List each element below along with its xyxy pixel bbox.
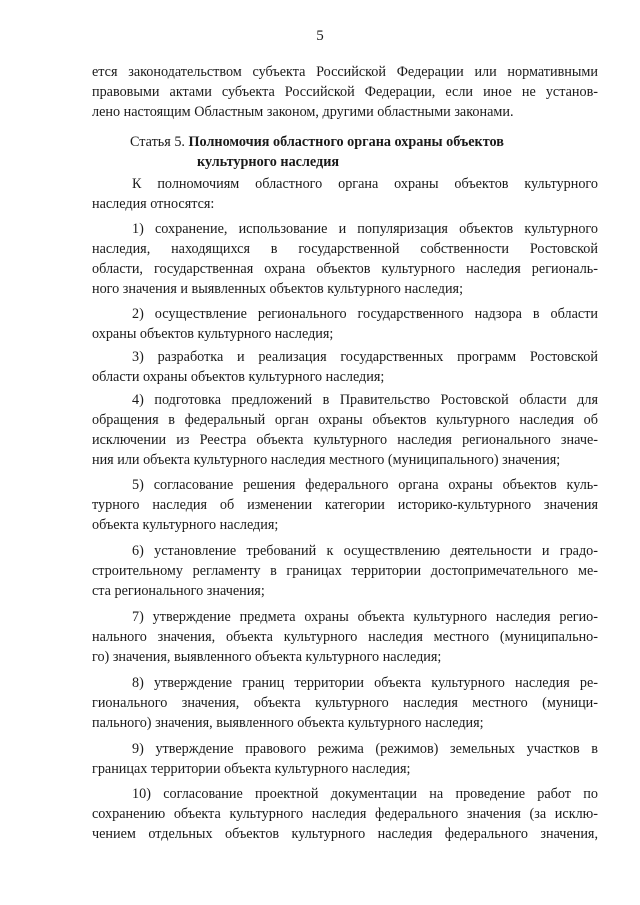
text-line: ния или объекта культурного наследия местного (муниципального) значения;: [92, 452, 561, 468]
list-item: [92, 673, 598, 733]
text-line: 5) согласование решения федерального органа охраны объектов куль-: [132, 477, 598, 493]
text-line: ного значения и выявленных объектов культурного наследия;: [92, 281, 464, 297]
text-line: чением отдельных объектов культурного наследия федерального значения,: [92, 826, 598, 842]
text-line: правовыми актами субъекта Российской Федерации, если иное не установ-: [92, 84, 598, 100]
text-line: 10) согласование проектной документации на проведение работ по: [132, 786, 598, 802]
text-line: ется законодательством субъекта Российской Федерации или нормативными: [92, 64, 598, 80]
lead-paragraph: [92, 174, 598, 214]
list-item: [92, 475, 598, 535]
list-item: [92, 219, 598, 299]
list-item: [92, 784, 598, 844]
text-line: 1) сохранение, использование и популяризация объектов культурного: [132, 221, 598, 237]
text-line: лено настоящим Областным законом, другими областными законами.: [92, 104, 514, 120]
list-item: [92, 390, 598, 470]
intro-paragraph: [92, 62, 598, 122]
text-line: турного наследия об изменении категории историко-культурного значения: [92, 497, 598, 513]
article-title-line2: культурного наследия: [197, 154, 340, 170]
article-label: Статья 5.: [130, 134, 185, 150]
text-line: 3) разработка и реализация государственных программ Ростовской: [132, 349, 598, 365]
list-item: [92, 347, 598, 387]
text-line: 4) подготовка предложений в Правительство Ростовской области для: [132, 392, 598, 408]
text-line: охраны объектов культурного наследия;: [92, 326, 334, 342]
text-line: гионального значения, объекта культурного наследия местного (муници-: [92, 695, 598, 711]
text-line: наследия относятся:: [92, 196, 215, 212]
list-item: [92, 607, 598, 667]
list-item: [92, 541, 598, 601]
text-line: области, государственная охрана объектов культурного наследия региональ-: [92, 261, 598, 277]
text-line: области охраны объектов культурного наследия;: [92, 369, 385, 385]
text-line: 9) утверждение правового режима (режимов) земельных участков в: [132, 741, 598, 757]
text-line: пального) значения, выявленного объекта культурного наследия;: [92, 715, 484, 731]
text-line: 2) осуществление регионального государственного надзора в области: [132, 306, 598, 322]
text-line: исключении из Реестра объекта культурного наследия регионального значе-: [92, 432, 598, 448]
list-item: [92, 739, 598, 779]
list-item: [92, 304, 598, 344]
article-title-line1: Полномочия областного органа охраны объектов: [188, 134, 504, 150]
text-line: ста регионального значения;: [92, 583, 265, 599]
text-line: сохранению объекта культурного наследия федерального значения (за исклю-: [92, 806, 598, 822]
text-line: 7) утверждение предмета охраны объекта культурного наследия регио-: [132, 609, 598, 625]
text-line: обращения в федеральный орган охраны объектов культурного наследия об: [92, 412, 598, 428]
text-line: наследия, находящихся в государственной собственности Ростовской: [92, 241, 598, 257]
text-line: строительному регламенту в границах территории достопримечательного ме-: [92, 563, 598, 579]
page-number: 5: [316, 28, 324, 44]
text-line: границах территории объекта культурного наследия;: [92, 761, 411, 777]
text-line: нального значения, объекта культурного наследия местного (муниципально-: [92, 629, 598, 645]
text-line: К полномочиям областного органа охраны объектов культурного: [132, 176, 598, 192]
text-line: объекта культурного наследия;: [92, 517, 279, 533]
text-line: го) значения, выявленного объекта культурного наследия;: [92, 649, 442, 665]
text-line: 8) утверждение границ территории объекта культурного наследия ре-: [132, 675, 598, 691]
text-line: 6) установление требований к осуществлению деятельности и градо-: [132, 543, 598, 559]
article-heading: [130, 132, 600, 172]
